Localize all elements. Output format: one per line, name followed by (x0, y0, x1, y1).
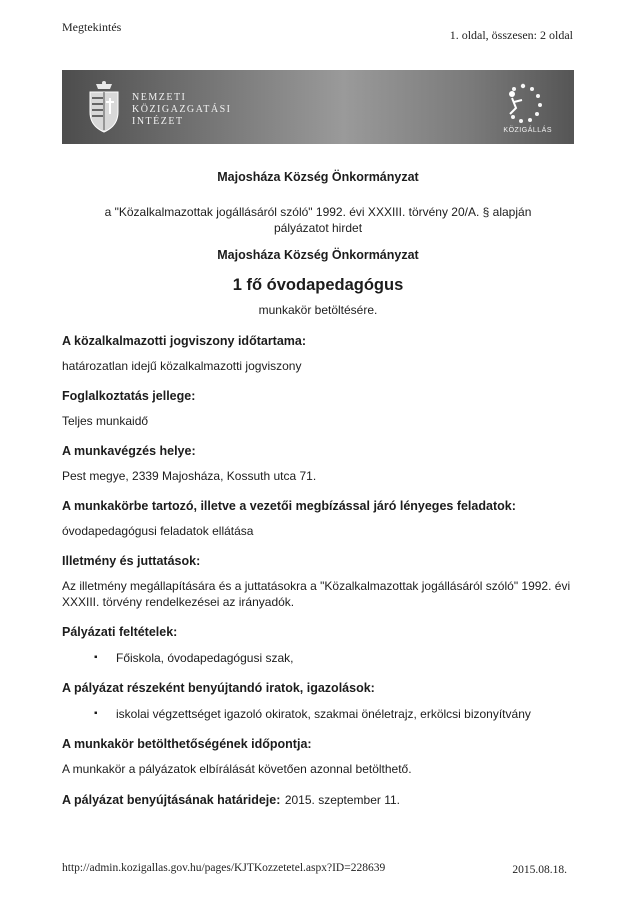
legal-basis-line-2: pályázatot hirdet (273, 221, 363, 235)
coat-of-arms-icon (84, 80, 124, 134)
section-requirements (62, 624, 574, 666)
section-heading: Illetmény és juttatások: (62, 554, 201, 568)
page-counter: 1. oldal, összesen: 2 oldal (449, 28, 573, 42)
section-deadline (62, 791, 574, 809)
institute-line-1: NEMZETI (132, 92, 187, 103)
list-item-text: Főiskola, óvodapedagógusi szak, (116, 651, 294, 665)
bullet-icon: ▪ (94, 708, 98, 719)
section-body: Pest megye, 2339 Majosháza, Kossuth utca 71. (62, 469, 317, 483)
section-documents (62, 680, 574, 722)
position-title: 1 fő óvodapedagógus (232, 276, 404, 294)
section-workplace (62, 443, 574, 484)
position-purpose: munkakör betöltésére. (258, 303, 378, 317)
print-header (0, 20, 637, 40)
institute-line-2: KÖZIGAZGATÁSI (132, 104, 232, 115)
section-heading: A pályázat részeként benyújtandó iratok, igazolások: (62, 681, 375, 695)
section-heading: Pályázati feltételek: (62, 625, 178, 639)
bullet-icon: ▪ (94, 652, 98, 663)
section-duties (62, 498, 574, 539)
organization-title-2: Majosháza Község Önkormányzat (217, 248, 419, 262)
section-employment-duration (62, 333, 574, 374)
print-footer (0, 862, 637, 882)
list-item (62, 706, 574, 722)
section-employment-type (62, 388, 574, 429)
section-heading: A munkakörbe tartozó, illetve a vezetői megbízással járó lényeges feladatok: (62, 499, 516, 513)
section-body: Az illetmény megállapítására és a juttatásokra a "Közalkalmazottak jogállásáról szóló" 1992. évi XXXIII. törvény rendelkezései az irányadók. (62, 579, 571, 609)
deadline-label: A pályázat benyújtásának határideje: (62, 793, 281, 807)
header-banner (62, 70, 574, 144)
print-date: 2015.08.18. (512, 864, 567, 876)
list-item (62, 650, 574, 666)
organization-title: Majosháza Község Önkormányzat (217, 170, 419, 184)
source-url[interactable]: http://admin.kozigallas.gov.hu/pages/KJTKozzetetel.aspx?ID=228639 (62, 862, 386, 874)
section-start-date (62, 736, 574, 777)
kozigallas-logo-icon (500, 80, 546, 126)
deadline-value: 2015. szeptember 11. (284, 793, 401, 807)
section-heading: Foglalkoztatás jellege: (62, 389, 196, 403)
job-posting (62, 170, 574, 809)
print-header-title: Megtekintés (62, 20, 122, 34)
list-item-text: iskolai végzettséget igazoló okiratok, szakmai önéletrajz, erkölcsi bizonyítvány (116, 707, 531, 721)
kozigallas-label: KÖZIGÁLLÁS (503, 127, 552, 134)
section-body: óvodapedagógusi feladatok ellátása (62, 524, 254, 538)
legal-basis (62, 204, 574, 236)
section-body: Teljes munkaidő (62, 414, 149, 428)
institute-name (132, 92, 232, 128)
section-body: határozatlan idejű közalkalmazotti jogviszony (62, 359, 302, 373)
section-heading: A munkakör betölthetőségének időpontja: (62, 737, 312, 751)
section-heading: A közalkalmazotti jogviszony időtartama: (62, 334, 307, 348)
legal-basis-line-1: a "Közalkalmazottak jogállásáról szóló" 1992. évi XXXIII. törvény 20/A. § alapján (104, 205, 532, 219)
section-body: A munkakör a pályázatok elbírálását követően azonnal betölthető. (62, 762, 412, 776)
section-salary (62, 553, 574, 610)
section-heading: A munkavégzés helye: (62, 444, 196, 458)
institute-line-3: INTÉZET (132, 116, 184, 127)
